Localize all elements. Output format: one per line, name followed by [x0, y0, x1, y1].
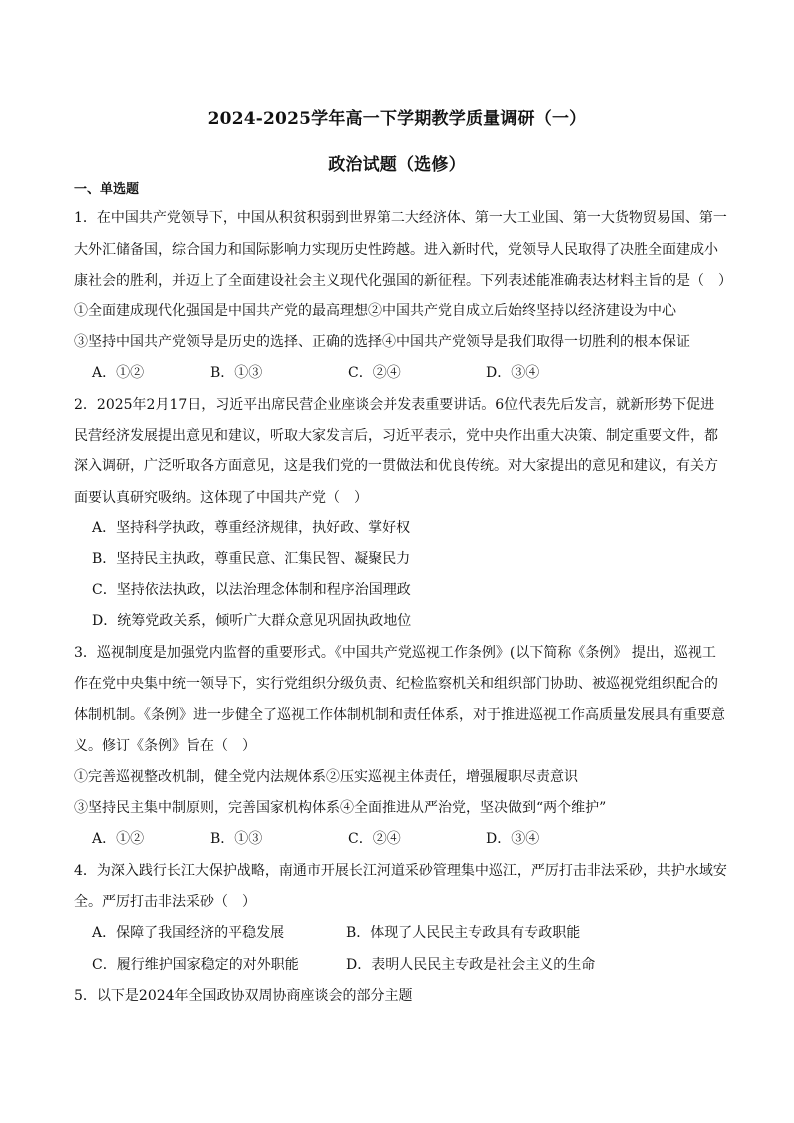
q2-line: 深入调研，广泛听取各方面意见，这是我们党的一贯做法和优良传统。对大家提出的意见和建议，有关方 [74, 458, 718, 474]
q3-line: 体制机制。《条例》进一步健全了巡视工作体制机制和责任体系，对于推进巡视工作高质量发展具有重要意 [74, 707, 725, 723]
q1-statement: ③坚持中国共产党领导是历史的选择、正确的选择④中国共产党领导是我们取得一切胜利的根本保证 [74, 334, 690, 350]
q3-statement: ①完善巡视整改机制，健全党内法规体系②压实巡视主体责任，增强履职尽责意识 [74, 769, 578, 785]
q4-option-a[interactable]: A．保障了我国经济的平稳发展 [92, 925, 285, 941]
q2-option-a[interactable]: A．坚持科学执政，尊重经济规律，执好政、掌好权 [92, 520, 411, 536]
q2-line: 民营经济发展提出意见和建议，听取大家发言后，习近平表示，党中央作出重大决策、制定重要文件，都 [74, 428, 718, 444]
q1-option-b[interactable]: B．①③ [210, 365, 263, 381]
q1-option-c[interactable]: C．②④ [348, 365, 401, 381]
q1-option-d[interactable]: D．③④ [486, 365, 540, 381]
q1-line: 康社会的胜利，并迈上了全面建设社会主义现代化强国的新征程。下列表述能准确表达材料主旨的是（ ） [74, 273, 732, 289]
q3-line: 义。修订《条例》旨在（ ） [74, 738, 256, 754]
q1-line: 大外汇储备国，综合国力和国际影响力实现历史性跨越。进入新时代，党领导人民取得了决胜全面建成小 [74, 242, 718, 258]
q3-line: 3．巡视制度是加强党内监督的重要形式。《中国共产党巡视工作条例》(以下简称《条例》 提出，巡视工 [74, 645, 716, 661]
q2-line: 面要认真研究吸纳。这体现了中国共产党（ ） [74, 490, 368, 506]
exam-title: 2024-2025学年高一下学期教学质量调研（一） [207, 109, 587, 129]
q2-option-d[interactable]: D．统筹党政关系，倾听广大群众意见巩固执政地位 [92, 613, 412, 629]
q3-option-d[interactable]: D．③④ [486, 831, 540, 847]
q3-option-b[interactable]: B．①③ [210, 831, 263, 847]
q1-statement: ①全面建成现代化强国是中国共产党的最高理想②中国共产党自成立后始终坚持以经济建设为中心 [74, 303, 676, 319]
section-heading: 一、单选题 [74, 182, 140, 197]
q4-option-d[interactable]: D．表明人民民主专政是社会主义的生命 [346, 957, 596, 973]
q1-option-a[interactable]: A．①② [92, 365, 145, 381]
q3-line: 作在党中央集中统一领导下，实行党组织分级负责、纪检监察机关和组织部门协助、被巡视党组织配合的 [74, 676, 718, 692]
q3-statement: ③坚持民主集中制原则，完善国家机构体系④全面推进从严治党，坚决做到“两个维护” [74, 800, 607, 816]
q2-option-c[interactable]: C．坚持依法执政，以法治理念体制和程序治国理政 [92, 582, 411, 598]
q2-option-b[interactable]: B．坚持民主执政，尊重民意、汇集民智、凝聚民力 [92, 551, 411, 567]
q4-line: 全。严厉打击非法采砂（ ） [74, 894, 256, 910]
q4-line: 4．为深入践行长江大保护战略，南通市开展长江河道采砂管理集中巡江，严厉打击非法采砂，共护水域安 [74, 863, 727, 879]
q4-option-c[interactable]: C．履行维护国家稳定的对外职能 [92, 957, 299, 973]
exam-subtitle: 政治试题（选修） [328, 155, 466, 175]
q5-line: 5．以下是2024年全国政协双周协商座谈会的部分主题 [74, 988, 413, 1004]
q3-option-c[interactable]: C．②④ [348, 831, 401, 847]
q4-option-b[interactable]: B．体现了人民民主专政具有专政职能 [346, 925, 581, 941]
q1-line: 1．在中国共产党领导下，中国从积贫积弱到世界第二大经济体、第一大工业国、第一大货物贸易国、第一 [74, 210, 727, 226]
q2-line: 2．2025年2月17日，习近平出席民营企业座谈会并发表重要讲话。6位代表先后发言，就新形势下促进 [74, 397, 715, 413]
q3-option-a[interactable]: A．①② [92, 831, 145, 847]
